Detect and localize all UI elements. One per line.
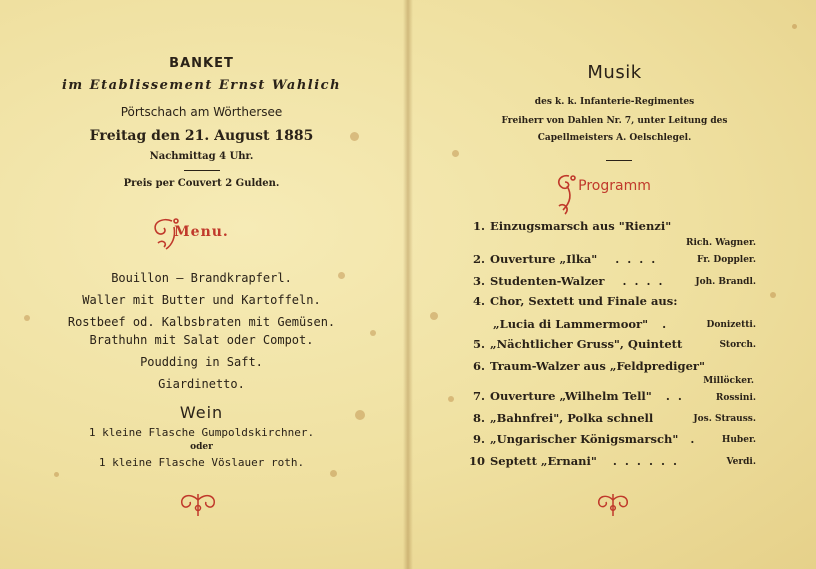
programme-item-continued: „Lucia di Lammermoor" . xyxy=(493,317,669,331)
composer: Rossini. xyxy=(715,393,756,403)
composer: Joh. Brandl. xyxy=(695,277,756,287)
programme-item: 10 Septett „Ernani" . . . . . . xyxy=(468,454,679,468)
wine-option: 1 kleine Flasche Gumpoldskirchner. xyxy=(88,426,315,439)
price-line: Preis per Couvert 2 Gulden. xyxy=(123,178,280,189)
center-fold xyxy=(403,0,413,569)
programme-heading: Programm xyxy=(578,178,651,194)
composer: Fr. Doppler. xyxy=(696,255,756,265)
composer: Rich. Wagner. xyxy=(686,238,756,248)
dish-item: Waller mit Butter und Kartoffeln. xyxy=(82,293,321,307)
programme-item: 8. „Bahnfrei", Polka schnell xyxy=(472,411,654,425)
programme-item: 4. Chor, Sextett und Finale aus: xyxy=(472,294,678,308)
composer: Donizetti. xyxy=(706,320,756,330)
composer: Huber. xyxy=(721,435,756,445)
regiment-line: des k. k. Infanterie-Regimentes xyxy=(534,97,695,107)
flourish-icon xyxy=(176,490,220,520)
divider xyxy=(184,170,220,171)
wine-option: 1 kleine Flasche Vöslauer roth. xyxy=(98,456,305,469)
programme-item: 6. Traum-Walzer aus „Feldprediger" xyxy=(472,359,705,373)
dish-item: Giardinetto. xyxy=(158,377,245,391)
music-title: Musik xyxy=(587,62,642,83)
venue-line: im Etablissement Ernst Wahlich xyxy=(61,78,342,93)
banquet-title: BANKET xyxy=(169,56,234,71)
dish-item: Poudding in Saft. xyxy=(140,355,263,369)
flourish-icon xyxy=(593,490,633,520)
date-line: Freitag den 21. August 1885 xyxy=(89,128,314,144)
place-line: Pörtschach am Wörthersee xyxy=(120,105,283,119)
dish-item: Brathuhn mit Salat oder Compot. xyxy=(89,333,314,347)
composer: Storch. xyxy=(719,340,756,350)
wine-or: oder xyxy=(190,442,213,452)
regiment-line: Freiherr von Dahlen Nr. 7, unter Leitung des xyxy=(501,116,728,126)
dish-item: Bouillon — Brandkrapferl. xyxy=(111,271,292,285)
programme-item: 9. „Ungarischer Königsmarsch" . xyxy=(472,432,697,446)
programme-item: 7. Ouverture „Wilhelm Tell" . . xyxy=(472,389,684,403)
time-line: Nachmittag 4 Uhr. xyxy=(149,151,254,162)
regiment-line: Capellmeisters A. Oelschlegel. xyxy=(537,133,692,143)
programme-item: 2. Ouverture „Ilka" . . . . xyxy=(472,252,658,266)
banquet-panel xyxy=(0,0,403,569)
divider xyxy=(606,160,632,161)
composer: Millöcker. xyxy=(703,376,754,386)
composer: Jos. Strauss. xyxy=(693,414,756,424)
composer: Verdi. xyxy=(726,457,756,467)
programme-item: 3. Studenten-Walzer . . . . xyxy=(472,274,665,288)
programme-item: 1. Einzugsmarsch aus "Rienzi" xyxy=(472,219,672,233)
music-panel xyxy=(413,0,816,569)
menu-heading: Menu. xyxy=(174,224,229,240)
wine-heading: Wein xyxy=(179,403,224,422)
dish-item: Rostbeef od. Kalbsbraten mit Gemüsen. xyxy=(67,315,336,329)
programme-item: 5. „Nächtlicher Gruss", Quintett xyxy=(472,337,683,351)
